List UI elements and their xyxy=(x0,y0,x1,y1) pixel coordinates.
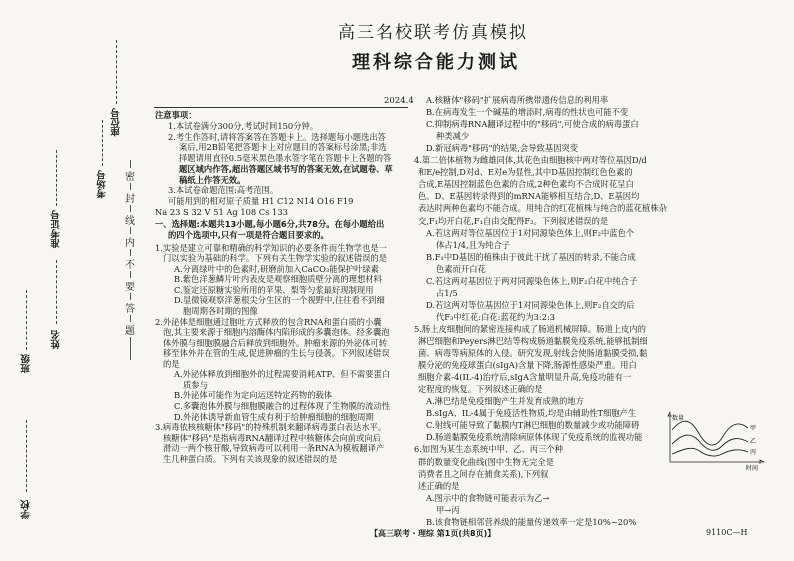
x-axis-label: 时间 xyxy=(746,465,759,472)
seal-char: 密 xyxy=(124,168,136,183)
question-line: 滑动一两个核苷酸,导致病毒可以利用一条RNA为模板翻译产 xyxy=(163,443,385,454)
notes-line: 2.考生作答时,请将答案答在答题卡上。选择题每小题选出答 xyxy=(168,131,386,142)
field-name-line xyxy=(56,260,57,324)
question-line: 交,F₁均开白花,F₁自由交配得F₂。下列叙述错误的是 xyxy=(418,215,609,226)
question-line: A.图示中的食物链可能表示为乙→ xyxy=(426,492,550,503)
series-line-yi xyxy=(672,435,748,450)
question-line: 和E/e控制,D对d、E对e为显性,其中D基因控制红色色素的 xyxy=(418,167,633,178)
field-class-line xyxy=(26,290,27,350)
question-line: 甲→丙 xyxy=(436,504,460,515)
question-line: 淋巴细胞和Peyers淋巴结等构成肠道黏膜免疫系统,能够抵制细 xyxy=(418,336,648,346)
question-line: 消费者且之间存在捕食关系),下列叙 xyxy=(418,468,549,479)
question-line: 2.外泌体是细胞通过胞吐方式释放的包含RNA和蛋白质的小囊 xyxy=(155,316,382,327)
notes-line: 题区域内作答,超出答题区域书写的答案无效,在试题卷、草 xyxy=(179,163,393,174)
notes-line: 稿纸上作答无效。 xyxy=(179,174,246,185)
seal-char: 题 xyxy=(124,322,136,337)
question-line: 3.病毒依核核糖体"移码"的特殊机制来翻译病毒蛋白表达水平。 xyxy=(155,422,387,433)
question-line: D.肠道黏膜免疫系统清除病原体体现了免疫系统的监视功能 xyxy=(426,432,643,443)
notes-heading: 注意事项： xyxy=(155,110,197,120)
question-line: 核糖体"移码"是指病毒RNA翻译过程中核糖体会向前或向后 xyxy=(163,432,381,443)
question-line: D.外泌体诱导新血管生成有利于给肿瘤细胞的细胞周期 xyxy=(174,411,374,422)
field-seat: 座位号 xyxy=(111,108,122,137)
question-line: C.射线可能导致了黏膜内T淋巴细胞的数量减少或功能障碍 xyxy=(426,420,640,431)
question-line: 胞周期各时期的图像 xyxy=(183,306,258,316)
question-line: D.显微镜观察洋葱根尖分生区的一个视野中,往往看不到细 xyxy=(174,295,385,306)
question-line: B.sIgA、IL-4属于免疫活性物质,均是由辅助性T细胞产生 xyxy=(426,408,637,419)
question-line: 色素而开白花 xyxy=(436,263,486,274)
question-line: 细胞介素-4(IL-4)治疗后,sIgA含量明显升高,免疫功能有一 xyxy=(418,372,632,383)
question-line: 代F₃中红花:白花:蓝花约为3:2:3 xyxy=(436,311,556,322)
question-line: C.鉴定还原糖实验所用的苹果、梨等匀浆最好现制现用 xyxy=(174,284,374,295)
binding-margin xyxy=(0,0,150,561)
question-line: 的是 xyxy=(163,358,180,369)
question-line: 色。D、E基因转录得到的mRNA能够相互结合,D、E基因均 xyxy=(418,191,640,202)
question-line: 5.肠上皮细胞间的紧密连接构成了肠道机械屏障。肠道上皮内的 xyxy=(414,323,646,334)
notes-line: 3.本试卷命题范围:高考范围。 xyxy=(168,185,279,196)
notes-line: 案后,用2B铅笔把答题卡上对应题目的答案标号涂黑;非选 xyxy=(179,142,387,153)
question-line: 述正确的是 xyxy=(418,480,460,491)
question-line: B.紫色洋葱鳞片叶内表皮是观察细胞质壁分离的理想材料 xyxy=(174,274,382,285)
question-line: B.外泌体可能作为定向运送特定药物的载体 xyxy=(174,390,333,401)
question-line: C.多囊泡体外膜与细胞膜融合的过程体现了生物膜的流动性 xyxy=(174,400,391,411)
population-figure xyxy=(664,410,768,472)
series-label-yi: 乙 xyxy=(750,438,757,445)
footer-page-info: 【高三联考・理综 第1页(共8页)】 xyxy=(370,529,496,538)
question-line: 体外膜与细胞膜融合后释放到细胞外。肿瘤来源的外泌体可转 xyxy=(163,337,388,348)
seal-char: 要 xyxy=(124,278,136,293)
seal-char: 不 xyxy=(124,256,136,271)
question-line: 生几种蛋白质。下列有关该现象的叙述错误的是 xyxy=(163,453,338,464)
question-line: B.在病毒发生一个碱基的增添时,病毒的性状也可能不变 xyxy=(426,107,629,118)
field-school-line xyxy=(26,420,27,492)
question-line: 表达时两种色素均不能合成。用纯合的红花植株与纯合的蓝花植株杂 xyxy=(418,203,667,214)
question-line: D.若这两对等位基因位于1对同源染色体上,则F₂自交的后 xyxy=(426,299,635,310)
question-line: A.淋巴结是免疫细胞产生并发育成熟的地方 xyxy=(426,396,584,407)
question-line: 菌、病毒等病原体的入侵。研究发现,射线会使肠道黏膜受损,黏 xyxy=(418,348,648,359)
question-line: C.若这两对基因位于两对同源染色体上,则F₂白花中纯合子 xyxy=(426,275,638,286)
question-line: 占1/5 xyxy=(436,287,458,298)
question-line: A.分离绿叶中的色素时,研磨前加入CaCO₃能保护叶绿素 xyxy=(174,263,379,274)
notes-line: 择题请用直径0.5毫米黑色墨水签字笔在答题卡上各题的答 xyxy=(179,153,392,164)
question-line: 膜分泌的免疫球蛋白(sIgA)含量下降,肠源性感染严重。用白 xyxy=(418,360,637,371)
question-line: D.新冠病毒"移码"的结果,会导致基因突变 xyxy=(426,143,579,154)
seal-char: 内 xyxy=(124,234,136,249)
question-line: 种类减少 xyxy=(436,131,470,142)
question-line: B.F₁中D基因的植株由于彼此干扰了基因的转录,不能合成 xyxy=(426,251,636,262)
series-line-jia xyxy=(672,421,748,445)
question-line: A.外泌体释放到细胞外的过程需要消耗ATP、但不需要蛋白 xyxy=(174,369,391,380)
question-line: B.该食物链相邻营养级的能量传递效率一定是10%~20% xyxy=(426,516,637,527)
header-rule xyxy=(154,107,408,108)
question-line: 6.如图为某生态系统中甲、乙、丙三个种 xyxy=(414,444,563,455)
question-line: A.若这两对等位基因位于1对同源染色体上,则F₂中蓝色个 xyxy=(426,227,635,238)
question-line: 门以实验为基础的科学。下列有关生物学实验的叙述错误的是 xyxy=(163,253,388,264)
question-line: 移至体外并在管的生成,促进肿瘤的生长与侵袭。下列叙述错误 xyxy=(163,348,390,359)
exam-subtitle: 理科综合能力测试 xyxy=(352,52,520,73)
footer-code: 9110C—H xyxy=(706,528,748,537)
series-label-bing: 丙 xyxy=(750,449,757,456)
field-class: 班级 xyxy=(21,354,32,373)
field-room: 考场号 xyxy=(97,170,108,199)
exam-title: 高三名校联考仿真模拟 xyxy=(338,23,528,43)
question-line: 体占1/4,且为纯合子 xyxy=(436,239,511,250)
section-heading: 的四个选项中,只有一项是符合题目要求的。 xyxy=(168,230,329,240)
question-line: 定程度的恢复。下列叙述正确的是 xyxy=(418,384,543,395)
field-seat-line xyxy=(116,40,117,104)
exam-date: 2024.4 xyxy=(384,96,414,106)
y-axis-label: 数量 xyxy=(672,415,685,422)
question-line: 1.实验是建立可靠和精确的科学知识的必要条件而生物学也是一 xyxy=(155,242,387,253)
field-name: 姓名 xyxy=(51,330,62,349)
question-line: 群的数量变化曲线(图中生物无完全是 xyxy=(418,456,554,467)
question-line: C.抑制病毒RNA翻译过程中的"移码",可使合成的病毒蛋白 xyxy=(426,119,639,130)
seal-char: 封 xyxy=(124,190,136,205)
notes-line: 1.本试卷满分300分,考试时间150分钟。 xyxy=(168,121,319,131)
question-line: 质参与 xyxy=(183,379,208,390)
field-exam-number-line xyxy=(56,150,57,206)
question-line: 4.第二倍体植物为雌雄同体,其花色由细胞核中两对等位基因D/d xyxy=(414,155,647,166)
seal-char: 答 xyxy=(124,300,136,315)
notes-line: Na 23 S 32 V 51 Ag 108 Cs 133 xyxy=(155,206,288,217)
seal-char: 线 xyxy=(124,212,136,227)
field-school: 学校 xyxy=(21,500,32,519)
section-heading: 一、选择题:本题共13小题,每小题6分,共78分。在每小题给出 xyxy=(155,219,385,230)
series-label-jia: 甲 xyxy=(750,425,757,432)
question-line: A.核糖体"移码"扩展病毒所携带遗传信息的利用率 xyxy=(426,95,609,105)
question-line: 合成,E基因控制蓝色色素的合成,2种色素均不合成时花呈白 xyxy=(418,179,634,190)
question-line: 泡,其主要来源于细胞内溶酶体内陷形成的多囊泡体。经多囊泡 xyxy=(163,327,390,338)
field-room-line xyxy=(102,120,103,166)
notes-line: 可能用到的相对原子质量 H1 C12 N14 O16 F19 xyxy=(168,195,354,206)
field-exam-number: 准考证号 xyxy=(51,210,62,248)
